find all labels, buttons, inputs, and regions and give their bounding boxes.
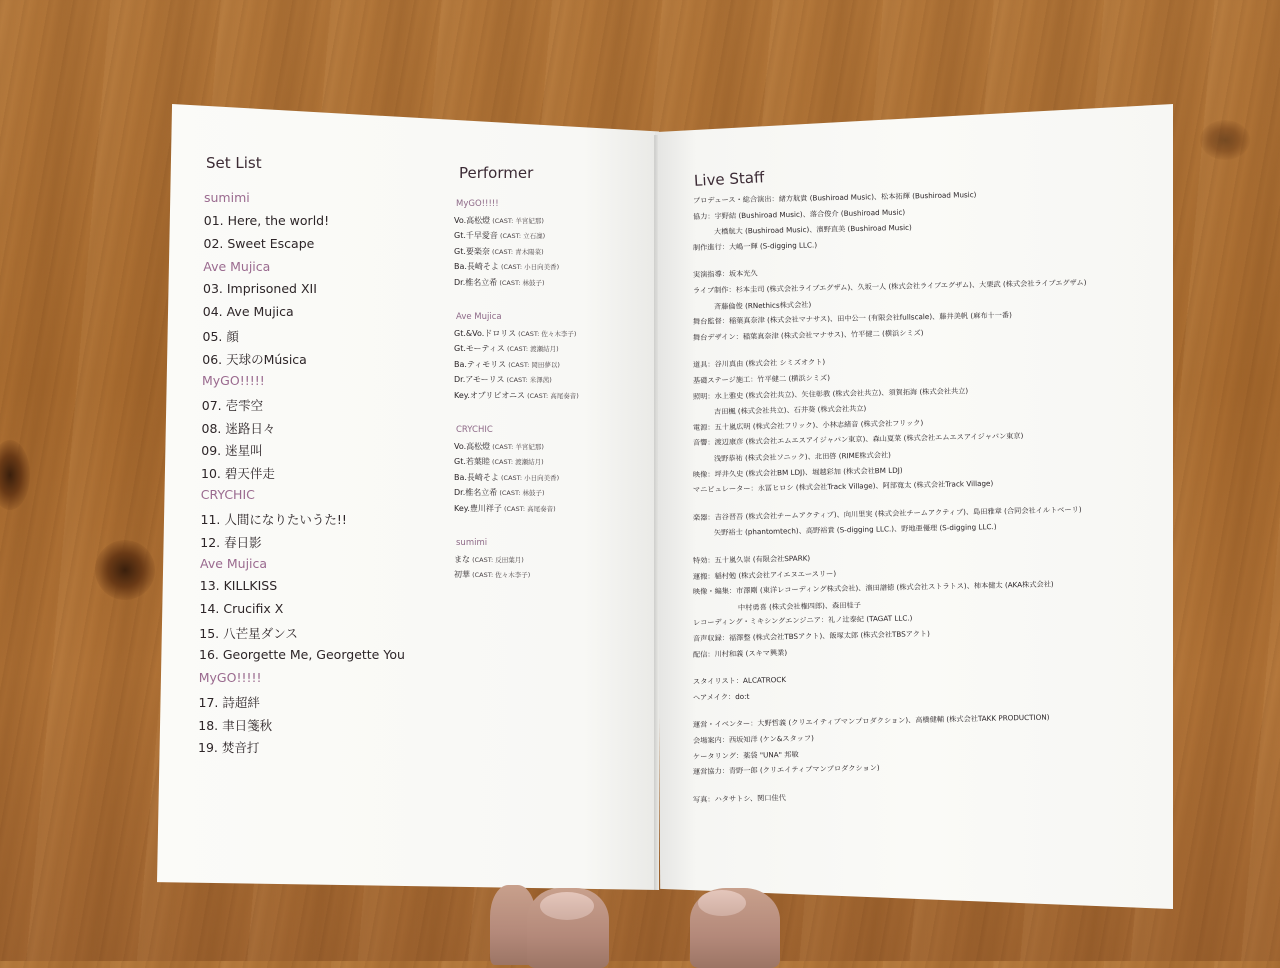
performer-role: Vo.高松燈 xyxy=(454,442,491,451)
performer-cast: (CAST: 林鼓子) xyxy=(497,489,545,498)
live-staff-line: スタイリスト：ALCATROCK xyxy=(692,675,787,687)
performer-member xyxy=(454,441,544,452)
performer-cast: (CAST: 岡田夢以) xyxy=(506,360,560,369)
set-list-song: 01. Here, the world! xyxy=(203,212,330,228)
performer-member xyxy=(454,374,552,385)
finger-nail xyxy=(540,892,594,920)
performer-role: Ba.ティモリス xyxy=(454,359,507,369)
performer-member xyxy=(454,246,544,257)
live-staff-line: 運営・イベンター：大野哲義 (クリエイティブマンプロダクション)、高橋健輔 (株式会社TAKK PRODUCTION) xyxy=(692,712,1050,730)
set-list-song: 08. 迷路日々 xyxy=(201,420,276,436)
set-list-song: 16. Georgette Me, Georgette You xyxy=(199,647,405,662)
performer-role: Vo.高松燈 xyxy=(454,216,491,225)
performer-cast: (CAST: 渡瀬結月) xyxy=(504,345,559,354)
set-list-group-label: sumimi xyxy=(204,190,250,205)
set-list-group-label: MyGO!!!!! xyxy=(202,372,265,388)
set-list-song: 12. 春日影 xyxy=(200,534,262,550)
set-list-song: 11. 人間になりたいうた!! xyxy=(200,511,347,527)
performer-role: Gt.モーティス xyxy=(454,344,505,354)
performer-cast: (CAST: 佐々木李子) xyxy=(470,571,531,580)
performer-member xyxy=(454,343,559,354)
wood-knot xyxy=(1200,120,1250,160)
live-staff-line: レコーディング・ミキシングエンジニア：礼ノ辻泰紀 (TAGAT LLC.) xyxy=(692,613,913,628)
performer-heading: Performer xyxy=(459,164,534,182)
performer-group-label: CRYCHIC xyxy=(456,425,493,435)
performer-role: Key.豊川祥子 xyxy=(454,503,502,513)
live-staff-line: 吉田楓 (株式会社共立)、石井葵 (株式会社共立) xyxy=(713,403,867,417)
live-staff-line: 道具：谷川真由 (株式会社 シミズオクト) xyxy=(692,357,826,370)
performer-cast: (CAST: 渡瀬結月) xyxy=(489,458,544,467)
live-staff-line: 浅野恭祐 (株式会社ソニック)、北田啓 (RIME株式会社) xyxy=(713,450,892,463)
set-list-song: 18. 聿日箋秋 xyxy=(198,717,273,733)
performer-role: まな xyxy=(454,555,470,564)
performer-role: Dr.アモーリス xyxy=(454,375,505,385)
set-list-heading: Set List xyxy=(206,154,262,172)
performer-group-label: Ave Mujica xyxy=(456,312,502,322)
live-staff-line: 映像・編集：市澤剛 (東洋レコーディング株式会社)、濱田譜徳 (株式会社ストラトス)、柿本健太 (AKA株式会社) xyxy=(692,579,1054,597)
performer-member xyxy=(454,487,545,498)
performer-cast: (CAST: 高尾奏音) xyxy=(501,504,556,513)
live-staff-line: 運営協力：青野一郎 (クリエイティブマンプロダクション) xyxy=(692,763,880,777)
wood-knot xyxy=(95,540,155,600)
live-staff-line: 音響：渡辺康彦 (株式会社エムエスアイジャパン東京)、森山夏菜 (株式会社エムエスアイジャパン東京) xyxy=(692,431,1024,448)
performer-member xyxy=(454,359,560,370)
set-list-group-label: Ave Mujica xyxy=(203,258,271,274)
set-list-group-label: CRYCHIC xyxy=(200,487,255,503)
performer-member xyxy=(454,230,545,241)
live-staff-line: 舞台デザイン：稲葉真奈津 (株式会社マナサス)、竹平健二 (横浜シミズ) xyxy=(692,327,924,342)
live-staff-line: 電源：五十嵐広明 (株式会社フリック)、小林志緒音 (株式会社フリック) xyxy=(692,417,924,432)
performer-role: 初華 xyxy=(454,570,470,580)
performer-member xyxy=(454,569,530,580)
performer-role: Gt.若葉睦 xyxy=(454,457,490,467)
performer-cast: (CAST: 反田葉月) xyxy=(470,556,524,564)
set-list-group-label: Ave Mujica xyxy=(200,555,268,571)
performer-member xyxy=(454,277,545,288)
set-list-song: 02. Sweet Escape xyxy=(203,235,315,251)
performer-cast: (CAST: 小日向美香) xyxy=(498,263,560,272)
performer-role: Dr.椎名立希 xyxy=(454,488,498,498)
live-staff-line: マニピュレーター：永冨ヒロシ (株式会社Track Village)、阿部寛太 (株式会社Track Village) xyxy=(692,478,994,495)
set-list-song: 06. 天球のMúsica xyxy=(202,351,307,367)
live-staff-line: 写真：ハタサトシ、関口佳代 xyxy=(692,792,786,804)
set-list-song: 04. Ave Mujica xyxy=(202,304,294,320)
set-list-group-label: MyGO!!!!! xyxy=(198,669,262,685)
booklet-spine xyxy=(654,135,658,890)
performer-group-label: MyGO!!!!! xyxy=(456,199,499,209)
set-list-song: 07. 壱雫空 xyxy=(201,397,264,413)
live-staff-heading: Live Staff xyxy=(693,168,765,190)
live-staff-line: 運搬：稲村勉 (株式会社アイエヌエースリー) xyxy=(692,568,837,581)
performer-member xyxy=(454,390,579,401)
live-staff-line: 斉藤倫俊 (RNethics株式会社) xyxy=(713,299,812,311)
performer-cast: (CAST: 青木陽菜) xyxy=(489,247,544,256)
performer-group-label: sumimi xyxy=(456,538,488,548)
performer-cast: (CAST: 小日向美香) xyxy=(498,473,560,482)
live-staff-line: 照明：水上雅史 (株式会社共立)、矢住彰教 (株式会社共立)、須賀拓海 (株式会社共立) xyxy=(692,385,969,401)
performer-member xyxy=(454,456,544,467)
performer-cast: (CAST: 佐々木李子) xyxy=(516,330,577,338)
performer-cast: (CAST: 立石凜) xyxy=(497,232,546,241)
set-list-song: 05. 顔 xyxy=(202,329,239,345)
finger-nail xyxy=(698,890,746,916)
live-staff-line: 実演指導：坂本光久 xyxy=(692,269,758,280)
performer-role: Gt.&Vo.ドロリス xyxy=(454,329,517,338)
live-staff-line: 矢野裕士 (phantomtech)、高野裕貴 (S-digging LLC.)、野地亜優理 (S-digging LLC.) xyxy=(713,522,997,538)
performer-member xyxy=(454,215,544,226)
performer-member xyxy=(454,261,559,272)
performer-cast: (CAST: 高尾奏音) xyxy=(525,391,579,400)
performer-member xyxy=(454,554,524,565)
set-list-song: 13. KILLKISS xyxy=(199,578,278,594)
right-page xyxy=(655,104,1173,909)
live-staff-line: 特効：五十嵐久崇 (有限会社SPARK) xyxy=(692,553,811,565)
set-list-song: 15. 八芒星ダンス xyxy=(199,626,298,642)
live-staff-line: ケータリング：薬袋 "UNA" 邦敏 xyxy=(692,749,799,761)
live-staff-line: 大橋航大 (Bushiroad Music)、濱野直美 (Bushiroad Music) xyxy=(713,223,912,237)
live-staff-line: 楽器：吉谷晋吾 (株式会社チームアクティブ)、向川里実 (株式会社チームアクティブ)、島田雅章 (合同会社イルトベーリ) xyxy=(692,504,1082,522)
performer-role: Key.オブリビオニス xyxy=(454,390,526,400)
set-list-song: 10. 碧天伴走 xyxy=(201,466,275,482)
live-staff-line: 音声収録：福澤整 (株式会社TBSアクト)、飯塚太郎 (株式会社TBSアクト) xyxy=(692,629,930,643)
live-staff-line: 制作進行：大嶋一輝 (S-digging LLC.) xyxy=(692,240,818,252)
performer-cast: (CAST: 米澤茜) xyxy=(504,376,552,385)
performer-role: Ba.長崎そよ xyxy=(454,262,499,272)
performer-cast: (CAST: 羊宮妃那) xyxy=(490,443,544,451)
performer-member xyxy=(454,503,556,514)
wood-knot xyxy=(0,440,30,510)
performer-role: Gt.要楽奈 xyxy=(454,246,490,256)
live-staff-line: 配信：川村和義 (スキマ興業) xyxy=(692,647,788,659)
set-list-song: 14. Crucifix X xyxy=(199,601,284,617)
performer-member xyxy=(454,328,576,339)
live-staff-line: ライブ制作：杉本圭司 (株式会社ライブエグザム)、久坂一人 (株式会社ライブエグザム)、大栗武 (株式会社ライブエグザム) xyxy=(692,277,1087,295)
live-staff-line: 協力：宇野結 (Bushiroad Music)、落合俊介 (Bushiroad Music) xyxy=(692,207,906,221)
live-staff-line: 舞台監督：稲葉真奈津 (株式会社マナサス)、田中公一 (有限会社fullscale)、藤井美帆 (麻布十一番) xyxy=(692,310,1012,327)
live-staff-line: 会場案内：西坂知洋 (ケン&スタッフ) xyxy=(692,733,815,745)
live-staff-line: 中村勇喜 (株式会社権四郎)、森田桂子 xyxy=(737,600,861,612)
live-staff-line: 映像：坪井久史 (株式会社BM LDJ)、堀越彩加 (株式会社BM LDJ) xyxy=(692,465,903,479)
live-staff-line: プロデュース・総合演出：緒方航貴 (Bushiroad Music)、松本拓輝 (Bushiroad Music) xyxy=(692,190,977,205)
set-list-song: 19. 焚音打 xyxy=(198,740,260,756)
performer-role: Gt.千早愛音 xyxy=(454,231,498,241)
set-list-song: 09. 迷星叫 xyxy=(201,443,263,459)
performer-member xyxy=(454,472,559,483)
performer-role: Ba.長崎そよ xyxy=(454,472,499,482)
performer-role: Dr.椎名立希 xyxy=(454,277,498,287)
set-list-song: 03. Imprisoned XII xyxy=(203,281,317,297)
performer-cast: (CAST: 林鼓子) xyxy=(497,278,545,287)
performer-cast: (CAST: 羊宮妃那) xyxy=(490,217,544,225)
live-staff-line: ヘアメイク：do:t xyxy=(692,691,750,702)
set-list-song: 17. 詩超絆 xyxy=(198,694,260,710)
live-staff-line: 基礎ステージ施工：竹平健二 (横浜シミズ) xyxy=(692,373,831,385)
